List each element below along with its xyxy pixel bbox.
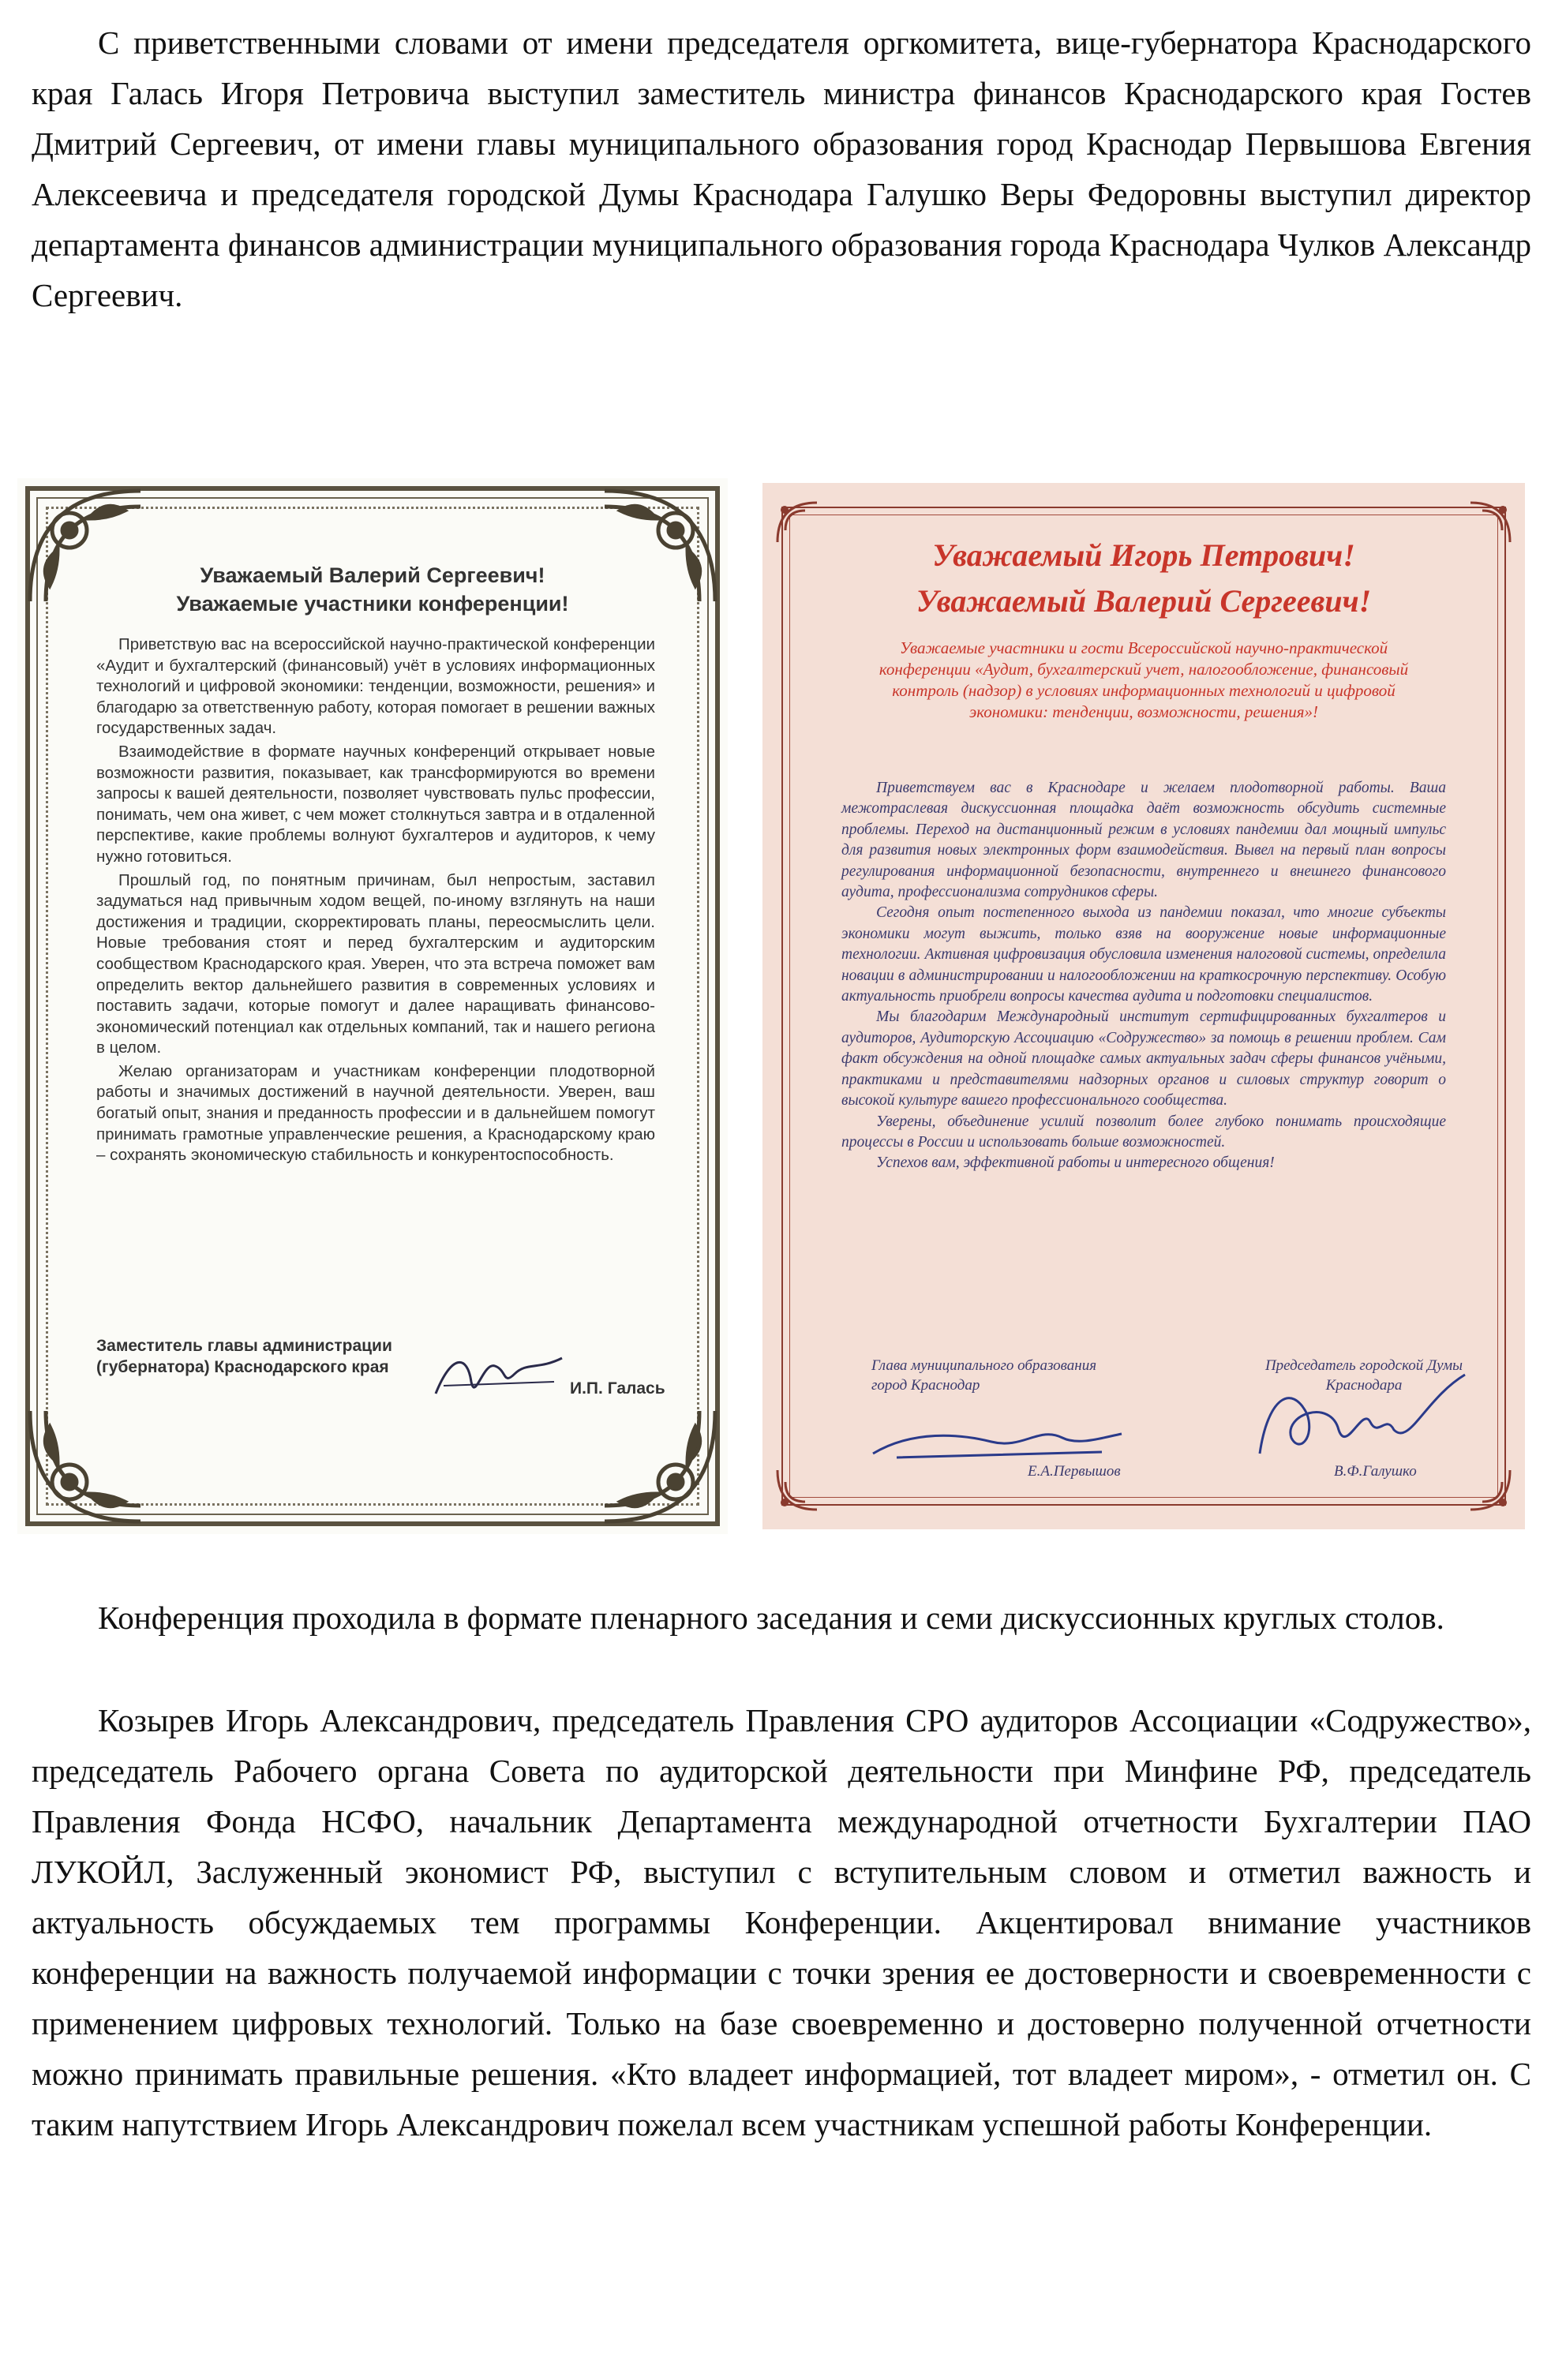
intro-paragraph: С приветственными словами от имени председателя оргкомитета, вице-губернатора Краснодарского края Галась Игоря Петровича выступил заместитель министра финансов Краснодарского края Гостев Дмитрий Сергеевич, от имени главы муниципального образования город Краснодар Первышова Евгения Алексеевича и председателя городской Думы Краснодара Галушко Веры Федоровны выступил директор департамента финансов администрации муниципального образования города Краснодара Чулков Александр Сергеевич.	[32, 24, 1531, 313]
letter2-body	[841, 778, 1446, 1174]
kozyrev-speech-paragraph: Козырев Игорь Александрович, председатель Правления СРО аудиторов Ассоциации «Содружество», председатель Рабочего органа Совета по аудиторской деятельности при Минфине РФ, председатель Правления Фонда НСФО, начальник Департамента международной отчетности Бухгалтерии ПАО ЛУКОЙЛ, Заслуженный экономист РФ, выступил с вступительным словом и отметил важность и актуальность обсуждаемых тем программы Конференции. Акцентировал внимание участников конференции на важность получаемой информации с точки зрения ее достоверности и своевременности с применением цифровых технологий. Только на базе своевременно и достоверно полученной отчетности можно принимать правильные решения. «Кто владеет информацией, тот владеет миром», - отметил он. С таким напутствием Игорь Александрович пожелал всем участникам успешной работы Конференции.	[32, 1702, 1531, 2142]
letter2-paragraph: Успехов вам, эффективной работы и интересного общения!	[876, 1154, 1275, 1172]
letter1-greeting: Уважаемый Валерий Сергеевич!	[200, 563, 545, 587]
letter1-signer-name: И.П. Галась	[570, 1379, 665, 1398]
letter2-paragraph: Мы благодарим Международный институт сертифицированных бухгалтеров и аудиторов, Аудиторскую Ассоциацию «Содружество» за помощь в решении проблем. Сам факт обсуждения на одной площадке самых актуальных задач сферы финансов учёными, практиками и представителями надзорных органов и силовых структур говорит о высокой культуре вашего профессионального сообщества.	[841, 1009, 1446, 1110]
corner-ornament-icon	[22, 1403, 148, 1529]
letter1-paragraph: Желаю организаторам и участникам конференции плодотворной работы и значимых достижений в научной деятельности. Уверен, ваш богатый опыт, знания и преданность профессии и в дальнейшем помогут принимать грамотные управленческие решения, а Краснодарскому краю – сохранять экономическую стабильность и конкурентоспособность.	[96, 1061, 655, 1165]
signature-icon	[1236, 1367, 1473, 1469]
letter2-signer1-name: Е.А.Первышов	[1028, 1463, 1121, 1480]
corner-ornament-icon	[22, 483, 148, 609]
letter2-signer2-name: В.Ф.Галушко	[1334, 1463, 1417, 1480]
letter2-signer1-title: Глава муниципального образования город Краснодар	[871, 1357, 1097, 1394]
corner-ornament-icon	[597, 483, 723, 609]
letter1-signer-title: Заместитель главы администрации (губернатора) Краснодарского края	[96, 1337, 392, 1376]
corner-ornament-icon	[597, 1403, 723, 1529]
letter1-paragraph: Взаимодействие в формате научных конференций открывает новые возможности развития, показывает, как трансформируются во времени запросы к вашей деятельности, позволяет чувствовать пульс профессии, понимать, чем она живет, с чем может столкнуться завтра и в отдаленной перспективе, какие проблемы волнуют бухгалтеров и аудиторов, к чему нужно готовиться.	[96, 742, 655, 866]
letter2-greeting: Уважаемый Валерий Сергеевич!	[916, 583, 1372, 619]
letter2-signer2-title: Председатель городской Думы Краснодара	[1264, 1357, 1463, 1394]
city-letter-image	[762, 483, 1525, 1529]
signature-icon	[428, 1338, 570, 1409]
letter1-greeting: Уважаемые участники конференции!	[176, 592, 569, 616]
letter2-intro: Уважаемые участники и гости Всероссийской научно-практической конференции «Аудит, бухгалтерский учет, налогообложение, финансовый контроль (надзор) в условиях информационных технологий и цифровой экономики: тенденции, возможности, решения»!	[879, 638, 1409, 721]
letter1-body	[96, 634, 655, 1169]
governor-letter-image	[17, 478, 728, 1534]
letter2-paragraph: Приветствуем вас в Краснодаре и желаем плодотворной работы. Ваша межотраслевая дискуссионная площадка даёт возможность обсудить системные проблемы. Переход на дистанционный режим в условиях пандемии дал мощный импульс для развития новых электронных форм взаимодействия. Вывел на первый план вопросы регулирования информационной безопасности, внутреннего и внешнего финансового аудита, профессионализма сотрудников сферы.	[841, 780, 1446, 901]
conference-format-paragraph: Конференция проходила в формате пленарного заседания и семи дискуссионных круглых столов.	[98, 1600, 1444, 1636]
letter2-paragraph: Уверены, объединение усилий позволит более глубоко понимать происходящие процессы в России и использовать больше возможностей.	[841, 1113, 1446, 1151]
letter1-paragraph: Прошлый год, по понятным причинам, был непростым, заставил задуматься над привычным ходом вещей, по-иному взглянуть на наши достижения и традиции, скорректировать планы, переосмыслить цели. Новые требования стоят и перед бухгалтерским и аудиторским сообществом Краснодарского края. Уверен, что эта встреча поможет вам определить вектор дальнейшего развития в современных условиях и поставить задачи, которые помогут и далее наращивать финансово-экономический потенциал как отдельных компаний, так и нашего региона в целом.	[96, 870, 655, 1057]
letter1-paragraph: Приветствую вас на всероссийской научно-практической конференции «Аудит и бухгалтерский (финансовый) учёт в условиях информационных технологий и цифровой экономики: тенденции, возможности, решения» и благодарю за ответственную работу, которая помогает в решении важных государственных задач.	[96, 635, 655, 738]
corner-flourish-icon	[774, 1466, 821, 1514]
letter2-greeting: Уважаемый Игорь Петрович!	[932, 537, 1355, 573]
letter2-paragraph: Сегодня опыт постепенного выхода из пандемии показал, что многие субъекты экономики могут выжить, только взяв на вооружение новые информационные технологии. Активная цифровизация обусловила изменения налоговой системы, определила новации в администрировании и налогообложении на краткосрочную перспективу. Особую актуальность приобрели вопросы качества аудита и подготовки специалистов.	[841, 904, 1446, 1005]
corner-flourish-icon	[1467, 1466, 1514, 1514]
